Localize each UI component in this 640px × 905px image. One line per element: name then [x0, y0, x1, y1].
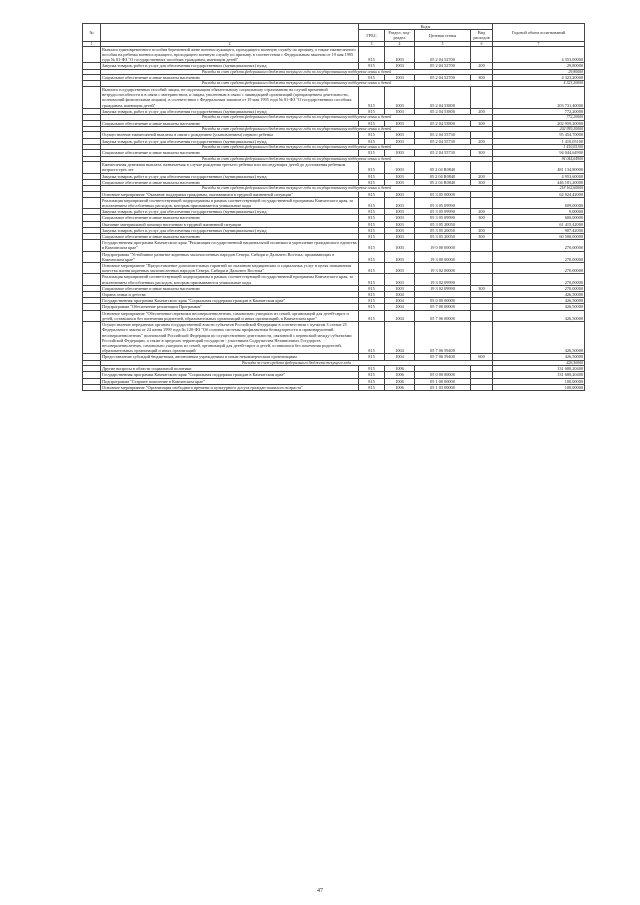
note-amount: 772,20000: [493, 115, 585, 121]
row-amount: 426,50000: [493, 304, 585, 310]
row-grbs: 815: [359, 215, 385, 221]
row-number-cell: [83, 310, 101, 321]
row-target: 05 3 05 09990: [415, 197, 471, 208]
row-vr: 200: [471, 173, 493, 179]
row-description: Реализация мероприятий соответствующей подпрограммы в рамках соответствующей государственной программы Камчатского края, за исключением обособленных расходов, которым присваиваются уникальные коды: [101, 274, 359, 285]
row-section: 1004: [385, 322, 415, 354]
budget-body: [83, 46, 585, 390]
row-target: 05 2 04 53800: [415, 87, 471, 109]
row-grbs: 815: [359, 240, 385, 251]
row-grbs: 815: [359, 372, 385, 378]
row-target: 05 3 05 20050: [415, 227, 471, 233]
row-section: 1004: [385, 292, 415, 298]
row-target: 05 3 05 00000: [415, 191, 471, 197]
row-section: 1003: [385, 215, 415, 221]
row-amount: 4 953,60000: [493, 173, 585, 179]
row-section: 1003: [385, 162, 415, 173]
row-amount: 4 323,20000: [493, 75, 585, 81]
row-number-cell: [83, 263, 101, 274]
row-section: 1004: [385, 304, 415, 310]
row-target: 05 0 00 00000: [415, 298, 471, 304]
row-number-cell: [83, 322, 101, 354]
row-amount: 202 959,20000: [493, 120, 585, 126]
row-amount: 426,50000: [493, 354, 585, 360]
row-description: Оказание материальной помощи населению в трудной жизненной ситуации: [101, 221, 359, 227]
row-amount: 426,50000: [493, 292, 585, 298]
note-amount: 426,50000: [493, 360, 585, 366]
row-vr: 200: [471, 227, 493, 233]
table-row: [83, 251, 585, 262]
row-number-cell: [83, 384, 101, 390]
row-description: Предоставление субсидий бюджетным, автономным учреждениям и иным некоммерческим организациям: [101, 354, 359, 360]
row-vr: 300: [471, 179, 493, 185]
row-target: 05 1 03 00000: [415, 384, 471, 390]
row-grbs: 815: [359, 87, 385, 109]
table-row: [83, 162, 585, 173]
note-amount: 94 044,64900: [493, 156, 585, 162]
note-amount: 202 959,20000: [493, 126, 585, 132]
row-vr: 300: [471, 285, 493, 291]
row-target: 05 2 04 R0840: [415, 162, 471, 173]
row-section: 1003: [385, 263, 415, 274]
row-description: Закупка товаров, работ и услуг для обеспечения государственных (муниципальных) нужд: [101, 138, 359, 144]
row-target: 05 2 04 52700: [415, 63, 471, 69]
row-description: Ежемесячная денежная выплата, назначаемая в случае рождения третьего ребенка или последующих детей до достижения ребенком возраста трех лет: [101, 162, 359, 173]
table-row: [83, 310, 585, 321]
row-amount: 95 454,70000: [493, 132, 585, 138]
row-amount: 426,50000: [493, 322, 585, 354]
row-grbs: 815: [359, 322, 385, 354]
row-section: 1003: [385, 87, 415, 109]
row-amount: 62 024,42000: [493, 191, 585, 197]
row-vr: [471, 263, 493, 274]
row-vr: 200: [471, 138, 493, 144]
row-section: 1003: [385, 274, 415, 285]
row-section: 1003: [385, 108, 415, 114]
row-amount: 270,00000: [493, 251, 585, 262]
row-section: 1003: [385, 63, 415, 69]
row-description: Государственная программа Камчатского края "Социальная поддержка граждан в Камчатском крае": [101, 298, 359, 304]
row-vr: 300: [471, 215, 493, 221]
row-description: Основное мероприятие "Обеспечение перевозки несовершеннолетних, самовольно ушедших из семей, организаций для детей-сирот и детей, оставшихся без попечения родителей, образовательных организаций и иных организаций, в Камчатском крае": [101, 310, 359, 321]
row-amount: 609,00000: [493, 197, 585, 208]
row-target: 05 7 06 59400: [415, 354, 471, 360]
row-description: Социальное обеспечение и иные выплаты населению: [101, 285, 359, 291]
row-grbs: 815: [359, 150, 385, 156]
row-number-cell: [83, 251, 101, 262]
row-grbs: 815: [359, 234, 385, 240]
note-text: Расходы за счет средств федерального бюджета текущего года по государственному поддержке семьи и детей: [101, 69, 493, 75]
row-amount: 131 680,20400: [493, 372, 585, 378]
row-amount: 100,00000: [493, 384, 585, 390]
row-grbs: 815: [359, 173, 385, 179]
row-description: Закупка товаров, работ и услуг для обеспечения государственных (муниципальных) нужд: [101, 63, 359, 69]
column-index: 6: [471, 41, 493, 46]
row-target: 05 2 04 55730: [415, 150, 471, 156]
row-description: Охрана семьи и детства: [101, 292, 359, 298]
row-amount: 94 044,64900: [493, 150, 585, 156]
row-amount: 907,42000: [493, 227, 585, 233]
header-blank: [101, 24, 359, 42]
row-section: 1006: [385, 384, 415, 390]
row-target: 19 3 02 09990: [415, 274, 471, 285]
row-number-cell: [83, 274, 101, 285]
table-row: [83, 322, 585, 354]
row-description: Осуществление ежемесячной выплаты в связи с рождением (усыновлением) первого ребенка: [101, 132, 359, 138]
row-target: 19 3 02 00000: [415, 263, 471, 274]
row-grbs: 815: [359, 285, 385, 291]
row-description: Основное мероприятие "Организация свободного времени и культурного досуга граждан пожилого возраста": [101, 384, 359, 390]
row-description: Государственная программа Камчатского края "Социальная поддержка граждан в Камчатском крае": [101, 372, 359, 378]
row-grbs: 815: [359, 197, 385, 208]
row-vr: [471, 310, 493, 321]
row-vr: 200: [471, 108, 493, 114]
row-description: Основное мероприятие "Оказание поддержки гражданам, оказавшимся в трудной жизненной ситуации": [101, 191, 359, 197]
note-text: Расходы за счет средств федерального бюджета текущего года по государственному поддержке семьи и детей: [101, 126, 493, 132]
header-section: Раздел, под-раздел: [385, 30, 415, 41]
row-section: 1006: [385, 372, 415, 378]
header-amount: Годовой объем ассигнований: [493, 24, 585, 42]
note-amount: 218 162,60000: [493, 186, 585, 192]
row-section: 1003: [385, 132, 415, 138]
note-amount: 1 410,05100: [493, 144, 585, 150]
row-amount: 100,00000: [493, 378, 585, 384]
row-description: Подпрограмма "Устойчивое развитие коренных малочисленных народов Севера, Сибири и Дальнего Востока, проживающих в Камчатском крае": [101, 251, 359, 262]
row-amount: 1 410,05100: [493, 138, 585, 144]
row-description: Подпрограмма "Обеспечение реализации Программы": [101, 304, 359, 310]
row-target: 05 3 05 20050: [415, 234, 471, 240]
row-grbs: 815: [359, 179, 385, 185]
row-target: 19 3 00 00000: [415, 251, 471, 262]
row-target: 19 3 02 09990: [415, 285, 471, 291]
row-description: Социальное обеспечение и иные выплаты населению: [101, 75, 359, 81]
row-section: 1003: [385, 179, 415, 185]
column-index: 7: [493, 41, 585, 46]
row-vr: [471, 197, 493, 208]
row-description: Социальное обеспечение и иные выплаты населению: [101, 120, 359, 126]
row-target: 05 2 04 52700: [415, 75, 471, 81]
row-section: 1003: [385, 75, 415, 81]
row-target: 05 2 04 53800: [415, 120, 471, 126]
row-target: 05 7 06 00000: [415, 310, 471, 321]
row-amount: 270,00000: [493, 274, 585, 285]
note-text: Расходы за счет средств федерального бюджета текущего года по государственному поддержке семьи и детей: [101, 144, 493, 150]
header-codes: Коды: [359, 24, 493, 30]
row-target: 05 7 06 59400: [415, 322, 471, 354]
row-target: 19 0 00 00000: [415, 240, 471, 251]
row-number-cell: [83, 240, 101, 251]
row-amount: 600,00000: [493, 215, 585, 221]
table-row: [83, 46, 585, 63]
row-description: Закупка товаров, работ и услуг для обеспечения государственных (муниципальных) нужд: [101, 173, 359, 179]
row-section: 1003: [385, 221, 415, 227]
row-amount: 426,50000: [493, 310, 585, 321]
row-vr: [471, 87, 493, 109]
row-vr: [471, 251, 493, 262]
row-grbs: 815: [359, 138, 385, 144]
row-description: Закупка товаров, работ и услуг для обеспечения государственных (муниципальных) нужд: [101, 108, 359, 114]
row-amount: 4 353,00000: [493, 46, 585, 63]
row-target: 05 2 04 R0840: [415, 179, 471, 185]
note-amount: 29,80000: [493, 69, 585, 75]
column-index: 1: [83, 41, 101, 46]
row-section: 1003: [385, 234, 415, 240]
row-section: 1003: [385, 227, 415, 233]
table-row: [83, 197, 585, 208]
header-target: Целевая статья: [415, 30, 471, 41]
row-section: 1006: [385, 366, 415, 372]
row-vr: [471, 274, 493, 285]
row-description: Выплата единовременного пособия беременной жене военнослужащего, проходящего военную службу по призыву, а также ежемесячного пособия на ребенка военнослужащего, проходящего военную службу по призыву, в соответствии с Федеральным законом от 19 мая 1995 года № 81-ФЗ "О государственных пособиях гражданам, имеющим детей": [101, 46, 359, 63]
row-vr: [471, 46, 493, 63]
row-amount: 270,00000: [493, 240, 585, 251]
row-target: 05 3 05 09990: [415, 215, 471, 221]
note-text: Расходы за счет средств федерального бюджета текущего года: [101, 360, 493, 366]
column-index: 3: [359, 41, 385, 46]
table-row: [83, 240, 585, 251]
header-number: №: [83, 24, 101, 42]
note-text: Расходы за счет средств федерального бюджета текущего года по государственному поддержке семьи и детей: [101, 186, 493, 192]
note-text: Расходы за счет средств федерального бюджета текущего года по государственному поддержке семьи и детей: [101, 81, 493, 87]
row-grbs: 815: [359, 263, 385, 274]
row-grbs: 815: [359, 132, 385, 138]
row-amount: 426,50000: [493, 298, 585, 304]
row-grbs: 815: [359, 310, 385, 321]
row-vr: [471, 384, 493, 390]
row-number-cell: [83, 46, 101, 63]
row-description: Подпрограмма "Старшее поколение в Камчатском крае": [101, 378, 359, 384]
row-description: Социальное обеспечение и иные выплаты населению: [101, 215, 359, 221]
row-description: Другие вопросы в области социальной политики: [101, 366, 359, 372]
table-row: [83, 274, 585, 285]
row-grbs: 815: [359, 162, 385, 173]
note-amount: 4 323,20000: [493, 81, 585, 87]
row-target: 05 7 00 00000: [415, 304, 471, 310]
header-grbs: ГРБС: [359, 30, 385, 41]
row-vr: 300: [471, 150, 493, 156]
budget-table: [82, 23, 585, 391]
row-section: 1003: [385, 191, 415, 197]
table-row: [83, 263, 585, 274]
row-description: Закупка товаров, работ и услуг для обеспечения государственных (муниципальных) нужд: [101, 227, 359, 233]
row-grbs: 815: [359, 378, 385, 384]
row-vr: 200: [471, 63, 493, 69]
row-vr: 200: [471, 209, 493, 215]
column-index: 4: [385, 41, 415, 46]
row-section: 1004: [385, 298, 415, 304]
row-description: Осуществление переданных органам государственной власти субъектов Российской Федерации в соответствии с пунктом 3 статьи 25 Федерального закона от 24 июня 1999 года № 120-ФЗ "Об основах системы профилактики безнадзорности и правонарушений несовершеннолетних" полномочий Российской Федерации по осуществлению деятельности, связанной с перевозкой между субъектами Российской Федерации, а также в пределах территорий государств - участников Содружества Независимых Государств несовершеннолетних, самовольно ушедших из семей, организаций для детей-сирот и детей, оставшихся без попечения родителей, образовательных организаций и иных организаций: [101, 322, 359, 354]
row-section: 1003: [385, 138, 415, 144]
row-amount: 772,20000: [493, 108, 585, 114]
header-row: [83, 24, 585, 30]
row-vr: [471, 322, 493, 354]
row-grbs: 815: [359, 366, 385, 372]
row-section: 1003: [385, 46, 415, 63]
row-amount: 270,00000: [493, 285, 585, 291]
row-section: 1003: [385, 173, 415, 179]
row-vr: 300: [471, 75, 493, 81]
row-amount: 131 680,20400: [493, 366, 585, 372]
row-section: 1004: [385, 310, 415, 321]
row-target: 05 2 04 52700: [415, 46, 471, 63]
column-index: 2: [101, 41, 359, 46]
row-target: 05 2 04 R0840: [415, 173, 471, 179]
row-number-cell: [83, 197, 101, 208]
row-target: 05 2 04 55730: [415, 132, 471, 138]
table-row: [83, 87, 585, 109]
row-grbs: 815: [359, 251, 385, 262]
note-text: Расходы за счет средств федерального бюджета текущего года по государственному поддержке семьи и детей: [101, 156, 493, 162]
row-grbs: 815: [359, 46, 385, 63]
row-vr: 300: [471, 234, 493, 240]
row-section: 1003: [385, 197, 415, 208]
row-grbs: 815: [359, 384, 385, 390]
row-description: Социальное обеспечение и иные выплаты населению: [101, 234, 359, 240]
row-amount: 60 508,00000: [493, 234, 585, 240]
row-section: 1004: [385, 354, 415, 360]
row-target: 05 3 05 20050: [415, 221, 471, 227]
row-amount: 203 731,40000: [493, 87, 585, 109]
table-row: [83, 384, 585, 390]
row-grbs: 815: [359, 209, 385, 215]
row-target: 05 2 04 53800: [415, 108, 471, 114]
row-target: 05 3 05 09990: [415, 209, 471, 215]
row-grbs: 815: [359, 227, 385, 233]
row-grbs: 815: [359, 120, 385, 126]
row-description: Государственная программа Камчатского края "Реализация государственной национальной политики и укрепление гражданского единства в Камчатском крае": [102, 240, 357, 251]
row-grbs: 815: [359, 108, 385, 114]
row-vr: [471, 240, 493, 251]
row-grbs: 815: [359, 298, 385, 304]
row-grbs: 815: [359, 304, 385, 310]
row-grbs: 815: [359, 191, 385, 197]
row-description: Основное мероприятие "Предоставление дополнительных гарантий по оказанию медицинских и социальных услуг в целях повышения качества жизни коренных малочисленных народов Севера, Сибири и Дальнего Востока": [101, 263, 359, 274]
row-grbs: 815: [359, 274, 385, 285]
row-target: 05 2 04 55730: [415, 138, 471, 144]
note-text: Расходы за счет средств федерального бюджета текущего года по государственному поддержке семьи и детей: [101, 115, 493, 121]
row-amount: 481 134,80000: [493, 162, 585, 173]
row-grbs: 815: [359, 63, 385, 69]
row-amount: 29,80000: [493, 63, 585, 69]
row-amount: 270,00000: [493, 263, 585, 274]
row-vr: [471, 162, 493, 173]
row-section: 1003: [385, 209, 415, 215]
row-section: 1003: [385, 285, 415, 291]
row-target: 05 1 00 00000: [415, 378, 471, 384]
row-grbs: 815: [359, 292, 385, 298]
row-amount: 61 415,42000: [493, 221, 585, 227]
row-description: Выплата государственных пособий лицам, не подлежащим обязательному социальному страхованию на случай временной нетрудоспособности и в связи с материнством, и лицам, уволенным в связи с ликвидацией организаций (прекращением деятельности, полномочий физическими лицами), в соответствии с Федеральным законом от 19 мая 1995 года № 81-ФЗ "О государственных пособиях гражданам, имеющим детей": [101, 87, 359, 109]
row-section: 1006: [385, 378, 415, 384]
row-section: 1003: [385, 150, 415, 156]
page-number: 47: [317, 888, 323, 894]
row-grbs: 815: [359, 75, 385, 81]
row-section: 1003: [385, 120, 415, 126]
row-description: Социальное обеспечение и иные выплаты населению: [101, 179, 359, 185]
row-number-cell: [83, 162, 101, 173]
row-amount: 446 181,20000: [493, 179, 585, 185]
row-vr: 300: [471, 120, 493, 126]
row-amount: 9,00000: [493, 209, 585, 215]
row-target: 05 0 00 00000: [415, 372, 471, 378]
row-grbs: 815: [359, 221, 385, 227]
header-vr: Вид расходов: [471, 30, 493, 41]
row-number-cell: [83, 87, 101, 109]
row-description: Закупка товаров, работ и услуг для обеспечения государственных (муниципальных) нужд: [101, 209, 359, 215]
row-grbs: 815: [359, 354, 385, 360]
column-index: 5: [415, 41, 471, 46]
row-description: Реализация мероприятий соответствующей подпрограммы в рамках соответствующей государственной программы Камчатского края, за исключением обособленных расходов, которым присваиваются уникальные коды: [101, 197, 359, 208]
row-section: 1003: [385, 251, 415, 262]
row-vr: 600: [471, 354, 493, 360]
row-description: Социальное обеспечение и иные выплаты населению: [101, 150, 359, 156]
row-section: 1003: [385, 240, 415, 251]
